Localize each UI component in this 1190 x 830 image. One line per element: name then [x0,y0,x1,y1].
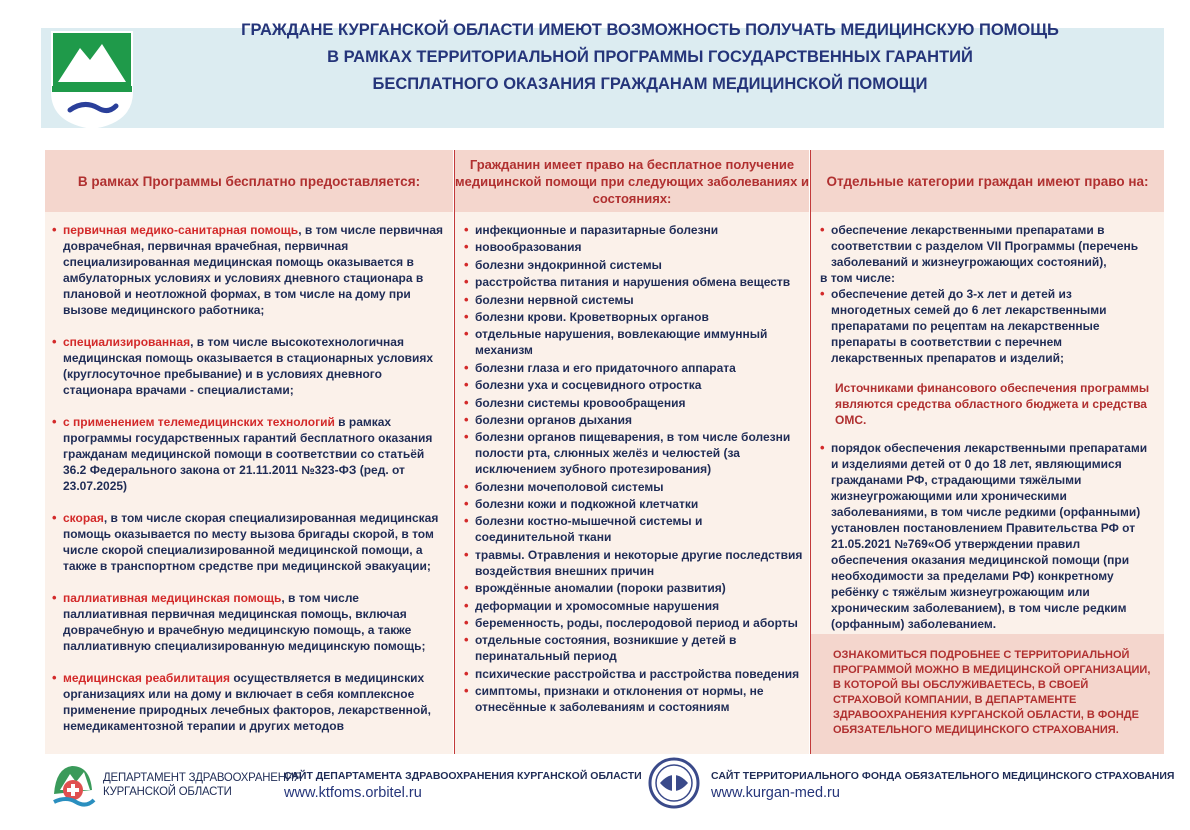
item-highlight: специализированная [63,335,191,349]
list-item: • обеспечение детей до 3-х лет и детей из многодетных семей до 6 лет лекарственными препаратами по рецептам на лекарственные препараты в соответствии с перечнем лекарственных препаратов и изделий; [817,286,1152,366]
list-item: • болезни органов пищеварения, в том числе болезни полости рта, слюнных желёз и челюстей (за исключением зубного протезирования) [461,429,803,477]
item-text: , в том числе паллиативная первичная медицинская помощь, включая доврачебную и врачебную медицинскую помощь, а также паллиативную специализированную медицинскую помощь; [63,591,426,653]
site2-label: САЙТ ТЕРРИТОРИАЛЬНОГО ФОНДА ОБЯЗАТЕЛЬНОГО МЕДИЦИНСКОГО СТРАХОВАНИЯ [711,770,1175,782]
list-item: • болезни костно-мышечной системы и соединительной ткани [461,513,803,545]
list-item [49,222,445,318]
categories-list [817,222,1152,366]
item-highlight: первичная медико-санитарная помощь [63,223,299,237]
list-item: • болезни глаза и его придаточного аппарата [461,360,803,376]
department-name [103,770,302,798]
site1-link[interactable]: www.ktfoms.orbitel.ru [284,785,422,801]
list-item: • новообразования [461,239,803,255]
title-line-2: В РАМКАХ ТЕРРИТОРИАЛЬНОЙ ПРОГРАММЫ ГОСУДАРСТВЕННЫХ ГАРАНТИЙ [327,48,973,66]
financing-note: Источниками финансового обеспечения программы являются средства областного бюджета и средства ОМС. [835,381,1150,427]
list-item [49,510,445,574]
item-text: , в том числе скорая специализированная медицинская помощь оказывается по месту вызова бригады скорой, в том числе скорой специализированной медицинской помощи, а также в транспортном средстве при медицинской эвакуации; [63,511,439,573]
list-item [49,590,445,654]
list-item: • болезни эндокринной системы [461,257,803,273]
department-name-line-2: КУРГАНСКОЙ ОБЛАСТИ [103,784,232,798]
department-name-line-1: ДЕПАРТАМЕНТ ЗДРАВООХРАНЕНИЯ [103,770,302,784]
foms-logo-icon [648,757,700,809]
list-item: • беременность, роды, послеродовой период и аборты [461,615,803,631]
item-highlight: медицинская реабилитация [63,671,231,685]
list-item: • симптомы, признаки и отклонения от нормы, не отнесённые к заболеваниям и состояниям [461,683,803,715]
categories-heading: Отдельные категории граждан имеют право на: [811,150,1164,212]
list-item: • болезни кожи и подкожной клетчатки [461,496,803,512]
info-note-text: ОЗНАКОМИТЬСЯ ПОДРОБНЕЕ С ТЕРРИТОРИАЛЬНОЙ ПРОГРАММОЙ МОЖНО В МЕДИЦИНСКОЙ ОРГАНИЗАЦИИ, В КОТОРОЙ ВЫ ОБСЛУЖИВАЕТЕСЬ, В СВОЕЙ СТРАХОВОЙ КОМПАНИИ, В ДЕПАРТАМЕНТЕ ЗДРАВООХРАНЕНИЯ КУРГАНСКОЙ ОБЛАСТИ, В ФОНДЕ ОБЯЗАТЕЛЬНОГО МЕДИЦИНСКОГО СТРАХОВАНИЯ. [833,649,1151,736]
page-title [150,17,1150,98]
list-item [49,414,445,494]
list-item: • деформации и хромосомные нарушения [461,598,803,614]
categories-list-2 [817,440,1152,632]
site2-link[interactable]: www.kurgan-med.ru [711,785,840,801]
info-note-box [811,634,1164,754]
list-subheading: в том числе: [820,271,895,285]
list-item: • психические расстройства и расстройства поведения [461,666,803,682]
list-item: • болезни крови. Кроветворных органов [461,309,803,325]
list-item: • болезни мочеполовой системы [461,479,803,495]
health-department-logo-icon [50,760,96,810]
item-text: осуществляется в медицинских организациях или на дому и включает в себя комплексное применение природных лечебных факторов, лекарственной, немедикаментозной терапии и других методов [63,671,431,733]
list-item: • болезни нервной системы [461,292,803,308]
list-item: • обеспечение лекарственными препаратами в соответствии с разделом VII Программы (перечень заболеваний и жизнеугрожающих состояний), [817,222,1152,270]
free-services-heading: В рамках Программы бесплатно предоставляется: [45,150,453,212]
list-item: • травмы. Отравления и некоторые другие последствия воздействия внешних причин [461,547,803,579]
free-services-list [49,222,445,750]
free-services-panel [45,150,453,754]
list-item: • отдельные нарушения, вовлекающие иммунный механизм [461,326,803,358]
title-line-3: БЕСПЛАТНОГО ОКАЗАНИЯ ГРАЖДАНАМ МЕДИЦИНСКОЙ ПОМОЩИ [372,75,928,93]
list-item: • инфекционные и паразитарные болезни [461,222,803,238]
list-item: • отдельные состояния, возникшие у детей в перинатальный период [461,632,803,664]
item-text: , в том числе первичная доврачебная, первичная врачебная, первичная специализированная медицинская помощь оказывается в амбулаторных условиях и условиях дневного стационара в плановой и неотложной формах, в том числе на дому при вызове медицинского работника; [63,223,444,317]
list-item: • расстройства питания и нарушения обмена веществ [461,274,803,290]
item-text: , в том числе высокотехнологичная медицинская помощь оказывается в стационарных условиях (круглосуточное пребывание) и в условиях дневного стационара врачами - специалистами; [63,335,434,397]
diseases-heading: Гражданин имеет право на бесплатное получение медицинской помощи при следующих заболеваниях и состояниях: [455,150,809,212]
list-item [49,670,445,734]
diseases-list [461,222,803,717]
kurgan-coat-of-arms-icon [50,30,134,130]
item-highlight: скорая [63,511,104,525]
item-text: в рамках программы государственных гарантий бесплатного оказания гражданам медицинской помощи в соответствии со статьёй 36.2 Федерального закона от 21.11.2011 №323-ФЗ (ред. от 23.07.2025) [63,415,433,493]
list-item: • порядок обеспечения лекарственными препаратами и изделиями детей от 0 до 18 лет, являющимися гражданами РФ, страдающими тяжёлыми жизнеугрожающими или хроническими заболеваниями, в том числе редкими (орфанными) установлен постановлением Правительства РФ от 21.05.2021 №769«Об утверждении правил обеспечения оказания медицинской помощи (при необходимости за пределами РФ) конкретному ребёнку с тяжёлым жизнеугрожающим или хроническим заболеванием), в том числе редким (орфанным) заболеванием. [817,440,1152,632]
list-item: • болезни системы кровообращения [461,395,803,411]
item-highlight: паллиативная медицинская помощь [63,591,282,605]
site1-label: САЙТ ДЕПАРТАМЕНТА ЗДРАВООХРАНЕНИЯ КУРГАНСКОЙ ОБЛАСТИ [284,770,642,782]
list-item: • болезни уха и сосцевидного отростка [461,377,803,393]
list-item [49,334,445,398]
list-item: • болезни органов дыхания [461,412,803,428]
diseases-panel [455,150,809,754]
title-line-1: ГРАЖДАНЕ КУРГАНСКОЙ ОБЛАСТИ ИМЕЮТ ВОЗМОЖНОСТЬ ПОЛУЧАТЬ МЕДИЦИНСКУЮ ПОМОЩЬ [241,21,1059,39]
categories-panel [811,150,1164,754]
list-item: • врождённые аномалии (пороки развития) [461,580,803,596]
item-highlight: с применением телемедицинских технологий [63,415,335,429]
